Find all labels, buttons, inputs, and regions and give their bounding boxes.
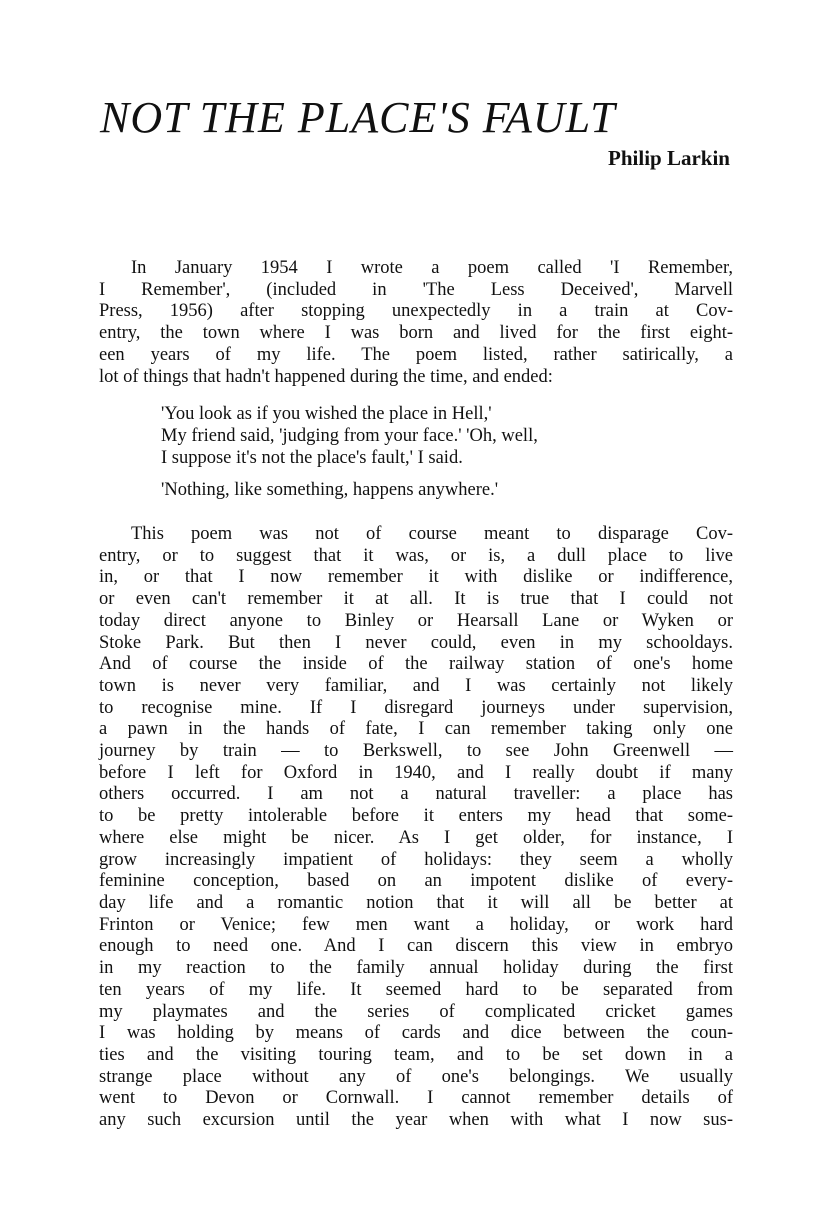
verse-line: 'Nothing, like something, happens anywhere.' <box>161 480 499 501</box>
text-line: today direct anyone to Binley or Hearsall Lane or Wyken or <box>99 610 733 631</box>
text-line: went to Devon or Cornwall. I cannot remember details of <box>99 1088 733 1109</box>
text-line: ties and the visiting touring team, and to be set down in a <box>99 1044 733 1065</box>
text-line: grow increasingly impatient of holidays: they seem a wholly <box>99 849 733 870</box>
verse-quote <box>161 404 733 502</box>
text-line: day life and a romantic notion that it will all be better at <box>99 892 733 913</box>
text-line: I was holding by means of cards and dice between the coun- <box>99 1023 733 1044</box>
text-line: in, or that I now remember it with dislike or indifference, <box>99 567 733 588</box>
text-line: a pawn in the hands of fate, I can remember taking only one <box>99 719 733 740</box>
paragraph-1 <box>99 258 733 388</box>
article-body <box>99 258 733 1132</box>
text-line: in my reaction to the family annual holiday during the first <box>99 958 733 979</box>
text-line: to recognise mine. If I disregard journeys under supervision, <box>99 697 733 718</box>
article-title: NOT THE PLACE'S FAULT <box>100 93 616 142</box>
verse-line: I suppose it's not the place's fault,' I said. <box>161 447 463 468</box>
author-byline: Philip Larkin <box>608 146 730 170</box>
text-line: to be pretty intolerable before it enters my head that some- <box>99 806 733 827</box>
text-line: town is never very familiar, and I was certainly not likely <box>99 675 733 696</box>
text-line: In January 1954 I wrote a poem called 'I Remember, <box>131 258 733 278</box>
verse-line: 'You look as if you wished the place in Hell,' <box>161 404 492 425</box>
text-line: entry, or to suggest that it was, or is, a dull place to live <box>99 545 733 566</box>
text-line: I Remember', (included in 'The Less Deceived', Marvell <box>99 279 733 300</box>
text-line: Stoke Park. But then I never could, even in my schooldays. <box>99 632 733 653</box>
verse-line: My friend said, 'judging from your face.' 'Oh, well, <box>161 425 538 446</box>
text-line: my playmates and the series of complicated cricket games <box>99 1001 733 1022</box>
text-line: lot of things that hadn't happened during the time, and ended: <box>99 366 553 387</box>
text-line: Press, 1956) after stopping unexpectedly in a train at Cov- <box>99 301 733 322</box>
text-line: where else might be nicer. As I get older, for instance, I <box>99 827 733 848</box>
text-line: And of course the inside of the railway station of one's home <box>99 654 733 675</box>
text-line: enough to need one. And I can discern this view in embryo <box>99 936 733 957</box>
text-line: entry, the town where I was born and lived for the first eight- <box>99 323 733 344</box>
text-line: any such excursion until the year when with what I now sus- <box>99 1110 733 1131</box>
text-line: This poem was not of course meant to disparage Cov- <box>131 524 733 545</box>
paragraph-2 <box>99 524 733 1132</box>
verse-stanza-1 <box>161 404 733 469</box>
text-line: ten years of my life. It seemed hard to be separated from <box>99 979 733 1000</box>
text-line: een years of my life. The poem listed, rather satirically, a <box>99 344 733 365</box>
verse-stanza-2 <box>161 480 733 502</box>
text-line: Frinton or Venice; few men want a holiday, or work hard <box>99 914 733 935</box>
text-line: strange place without any of one's belongings. We usually <box>99 1066 733 1087</box>
text-line: or even can't remember it at all. It is true that I could not <box>99 589 733 610</box>
text-line: before I left for Oxford in 1940, and I really doubt if many <box>99 762 733 783</box>
text-line: others occurred. I am not a natural traveller: a place has <box>99 784 733 805</box>
text-line: feminine conception, based on an impotent dislike of every- <box>99 871 733 892</box>
text-line: journey by train — to Berkswell, to see John Greenwell — <box>99 741 733 762</box>
